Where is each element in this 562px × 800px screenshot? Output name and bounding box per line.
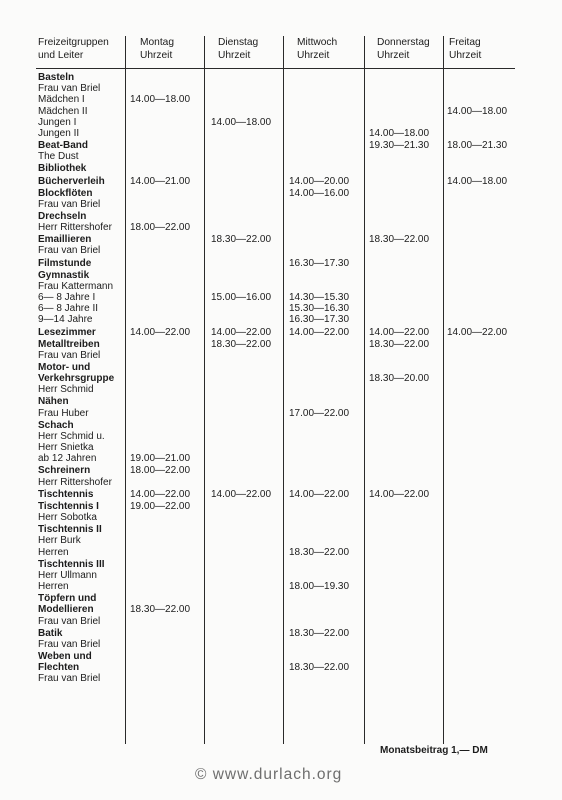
group-detail: Frau van Briel (38, 673, 101, 685)
group-detail: Herr Schmid u. (38, 430, 105, 442)
group-name: Bibliothek (38, 163, 87, 175)
group-name: Motor- und (38, 361, 91, 373)
group-detail: Herr Sobotka (38, 512, 97, 523)
group-name: Drechseln (38, 210, 87, 222)
watermark: © www.durlach.org (195, 766, 343, 783)
group-name: Gymnastik (38, 269, 90, 281)
group-name: Tischtennis III (38, 558, 105, 570)
time-slot: 14.00—21.00 (130, 175, 191, 187)
group-name: Flechten (38, 662, 80, 674)
time-slot: 14.00—22.00 (289, 488, 350, 500)
group-detail: Frau van Briel (38, 349, 101, 361)
group-detail: Mädchen I (38, 94, 85, 106)
group-detail: The Dust (38, 151, 79, 163)
group-name: Beat-Band (38, 140, 89, 152)
time-slot: 18.00—19.30 (289, 581, 350, 592)
group-detail: Jungen II (38, 128, 80, 139)
group-name: Modellieren (38, 604, 94, 616)
group-detail: Frau Kattermann (38, 280, 114, 292)
column-divider (364, 36, 365, 744)
time-slot: 18.30—22.00 (211, 234, 272, 246)
group-name: Filmstunde (38, 257, 92, 269)
header-groups: Freizeitgruppen und Leiter (38, 37, 109, 61)
group-detail: 6— 8 Jahre I (38, 292, 96, 303)
header-day-2: Mittwoch Uhrzeit (297, 37, 338, 61)
time-slot: 18.30—22.00 (369, 234, 430, 246)
header-day-1: Dienstag Uhrzeit (218, 37, 259, 61)
time-slot: 14.00—22.00 (447, 326, 508, 338)
time-slot: 14.00—22.00 (130, 488, 191, 500)
group-name: Nähen (38, 396, 69, 408)
group-name: Batik (38, 627, 63, 639)
group-name: Weben und (38, 650, 92, 662)
time-slot: 18.00—22.00 (130, 222, 191, 234)
time-slot: 16.30—17.30 (289, 314, 350, 326)
group-detail: Herren (38, 546, 69, 558)
time-slot: 19.30—21.30 (369, 140, 430, 152)
group-name: Tischtennis I (38, 500, 99, 512)
group-detail: Herr Rittershofer (38, 476, 112, 488)
header-day-0: Montag Uhrzeit (140, 37, 174, 61)
header-rule (36, 68, 515, 69)
time-slot: 18.30—22.00 (289, 627, 350, 639)
group-detail: Herr Burk (38, 535, 81, 547)
time-slot: 15.30—16.30 (289, 303, 350, 315)
time-slot: 14.00—22.00 (211, 326, 272, 338)
group-detail: Mädchen II (38, 105, 88, 117)
group-name: Tischtennis (38, 488, 94, 500)
group-detail: Frau van Briel (38, 638, 101, 650)
time-slot: 14.00—18.00 (211, 116, 272, 128)
group-detail: Frau van Briel (38, 198, 101, 210)
time-slot: 14.00—22.00 (211, 488, 272, 500)
group-name: Bücherverleih (38, 175, 105, 187)
group-name: Töpfern und (38, 593, 97, 605)
group-detail: Frau van Briel (38, 615, 101, 627)
time-slot: 14.00—18.00 (369, 128, 430, 139)
group-detail: Jungen I (38, 116, 77, 128)
column-divider (443, 36, 444, 744)
time-slot: 18.30—20.00 (369, 373, 430, 385)
time-slot: 18.30—22.00 (289, 662, 350, 674)
time-slot: 14.00—22.00 (369, 488, 430, 500)
group-name: Lesezimmer (38, 326, 96, 338)
time-slot: 14.30—15.30 (289, 292, 350, 303)
column-divider (125, 36, 126, 744)
group-detail: Herr Ullmann (38, 569, 97, 581)
time-slot: 18.00—22.00 (130, 465, 191, 477)
time-slot: 14.00—22.00 (369, 326, 430, 338)
time-slot: 14.00—18.00 (130, 94, 191, 106)
time-slot: 15.00—16.00 (211, 292, 272, 303)
monthly-fee: Monatsbeitrag 1,— DM (380, 745, 488, 756)
time-slot: 18.30—22.00 (130, 604, 191, 616)
group-name: Verkehrsgruppe (38, 373, 115, 385)
column-divider (283, 36, 284, 744)
group-detail: Herr Snietka (38, 442, 94, 454)
time-slot: 17.00—22.00 (289, 407, 350, 419)
group-name: Basteln (38, 72, 75, 83)
time-slot: 19.00—22.00 (130, 500, 191, 512)
column-divider (204, 36, 205, 744)
group-detail: 9—14 Jahre (38, 314, 93, 326)
time-slot: 14.00—18.00 (447, 175, 508, 187)
time-slot: 14.00—20.00 (289, 175, 350, 187)
time-slot: 14.00—18.00 (447, 105, 508, 117)
time-slot: 18.00—21.30 (447, 140, 508, 152)
group-detail: 6— 8 Jahre II (38, 303, 99, 315)
time-slot: 18.30—22.00 (211, 338, 272, 350)
group-detail: ab 12 Jahren (38, 453, 97, 465)
group-name: Tischtennis II (38, 524, 102, 536)
group-detail: Herr Rittershofer (38, 222, 112, 234)
time-slot: 14.00—16.00 (289, 187, 350, 199)
group-detail: Herren (38, 581, 69, 592)
header-day-3: Donnerstag Uhrzeit (377, 37, 430, 61)
time-slot: 14.00—22.00 (130, 326, 191, 338)
time-slot: 18.30—22.00 (369, 338, 430, 350)
group-name: Schreinern (38, 465, 91, 477)
group-name: Schach (38, 419, 74, 431)
time-slot: 18.30—22.00 (289, 546, 350, 558)
group-name: Emaillieren (38, 234, 92, 246)
time-slot: 19.00—21.00 (130, 453, 191, 465)
group-name: Metalltreiben (38, 338, 100, 350)
time-slot: 14.00—22.00 (289, 326, 350, 338)
group-detail: Herr Schmid (38, 384, 94, 396)
group-name: Blockflöten (38, 187, 93, 199)
header-day-4: Freitag Uhrzeit (449, 37, 482, 61)
group-detail: Frau van Briel (38, 245, 101, 257)
time-slot: 16.30—17.30 (289, 257, 350, 269)
group-detail: Frau Huber (38, 407, 89, 419)
group-detail: Frau van Briel (38, 83, 101, 95)
